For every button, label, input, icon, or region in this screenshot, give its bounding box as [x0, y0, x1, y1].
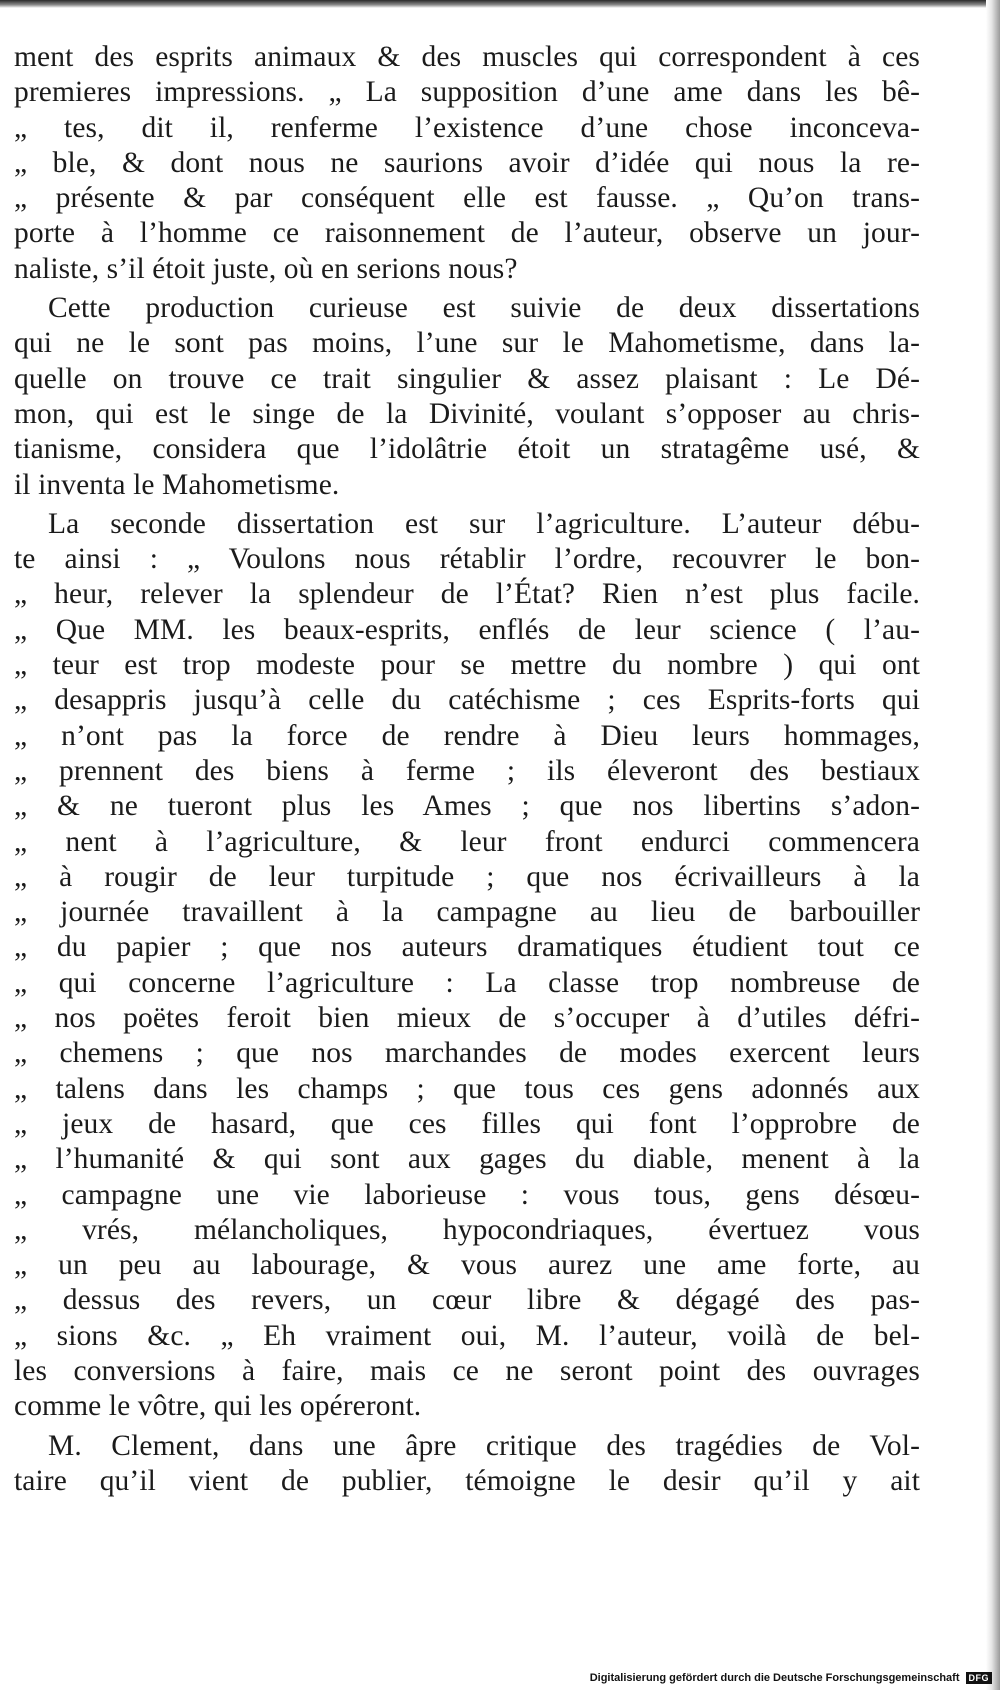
- text-line: „ & ne tueront plus les Ames ; que nos libertins s’adon-: [14, 790, 920, 823]
- text-line: „ du papier ; que nos auteurs dramatiques étudient tout ce: [14, 931, 920, 964]
- text-line: „ prennent des biens à ferme ; ils éleveront des bestiaux: [14, 754, 920, 787]
- text-line: M. Clement, dans une âpre critique des tragédies de Vol-: [48, 1429, 920, 1462]
- text-line: qui ne le sont pas moins, l’une sur le Mahometisme, dans la-: [14, 327, 920, 360]
- text-line: comme le vôtre, qui les opéreront.: [14, 1390, 422, 1423]
- scan-top-edge: [0, 0, 1000, 8]
- dfg-logo: DFG: [966, 1672, 993, 1684]
- text-line: „ chemens ; que nos marchandes de modes exercent leurs: [14, 1037, 920, 1070]
- text-line: les conversions à faire, mais ce ne seront point des ouvrages: [14, 1354, 920, 1387]
- text-line: „ n’ont pas la force de rendre à Dieu leurs hommages,: [14, 719, 920, 752]
- text-line: Cette production curieuse est suivie de deux dissertations: [48, 292, 920, 325]
- text-line: „ un peu au labourage, & vous aurez une ame forte, au: [14, 1249, 920, 1282]
- text-line: „ dessus des revers, un cœur libre & dégagé des pas-: [14, 1284, 920, 1317]
- text-line: il inventa le Mahometisme.: [14, 468, 340, 501]
- text-line: „ qui concerne l’agriculture : La classe trop nombreuse de: [14, 966, 920, 999]
- text-line: premieres impressions. „ La supposition d’une ame dans les bê-: [14, 76, 920, 109]
- text-line: „ jeux de hasard, que ces filles qui font l’opprobre de: [14, 1107, 920, 1140]
- text-line: „ tes, dit il, renferme l’existence d’une chose inconceva-: [14, 111, 920, 144]
- text-line: „ campagne une vie laborieuse : vous tous, gens désœu-: [14, 1178, 920, 1211]
- text-line: „ heur, relever la splendeur de l’État? Rien n’est plus facile.: [14, 578, 920, 611]
- text-line: „ journée travaillent à la campagne au lieu de barbouiller: [14, 896, 920, 929]
- text-line: mon, qui est le singe de la Divinité, voulant s’opposer au chris-: [14, 397, 920, 430]
- text-line: „ nent à l’agriculture, & leur front endurci commencera: [14, 825, 920, 858]
- text-line: „ teur est trop modeste pour se mettre du nombre ) qui ont: [14, 649, 920, 682]
- text-line: „ talens dans les champs ; que tous ces gens adonnés aux: [14, 1072, 920, 1105]
- digitization-credit: [590, 1672, 992, 1684]
- text-line: „ desappris jusqu’à celle du catéchisme ; ces Esprits-forts qui: [14, 684, 920, 717]
- text-line: taire qu’il vient de publier, témoigne le desir qu’il y ait: [14, 1464, 920, 1497]
- text-line: porte à l’homme ce raisonnement de l’auteur, observe un jour-: [14, 217, 920, 250]
- text-line: „ présente & par conséquent elle est fausse. „ Qu’on trans-: [14, 182, 920, 215]
- text-line: La seconde dissertation est sur l’agriculture. L’auteur débu-: [48, 507, 920, 540]
- text-line: tianisme, considera que l’idolâtrie étoit un stratagême usé, &: [14, 433, 920, 466]
- text-line: „ nos poëtes feroit bien mieux de s’occuper à d’utiles défri-: [14, 1002, 920, 1035]
- page-body: [14, 40, 920, 1499]
- text-line: ment des esprits animaux & des muscles qui correspondent à ces: [14, 41, 920, 73]
- text-line: „ ble, & dont nous ne saurions avoir d’idée qui nous la re-: [14, 146, 920, 179]
- text-line: „ vrés, mélancholiques, hypocondriaques, évertuez vous: [14, 1213, 920, 1246]
- text-line: te ainsi : „ Voulons nous rétablir l’ordre, recouvrer le bon-: [14, 543, 920, 576]
- text-line: „ Que MM. les beaux-esprits, enflés de leur science ( l’au-: [14, 613, 920, 646]
- text-line: quelle on trouve ce trait singulier & assez plaisant : Le Dé-: [14, 362, 920, 395]
- text-line: „ l’humanité & qui sont aux gages du diable, menent à la: [14, 1143, 920, 1176]
- text-line: „ sions &c. „ Eh vraiment oui, M. l’auteur, voilà de bel-: [14, 1319, 920, 1352]
- text-line: naliste, s’il étoit juste, où en serions nous?: [14, 252, 518, 285]
- credit-text: Digitalisierung gefördert durch die Deutsche Forschungsgemeinschaft: [589, 1672, 960, 1684]
- scan-right-edge: [986, 0, 1000, 1690]
- text-line: „ à rougir de leur turpitude ; que nos écrivailleurs à la: [14, 860, 920, 893]
